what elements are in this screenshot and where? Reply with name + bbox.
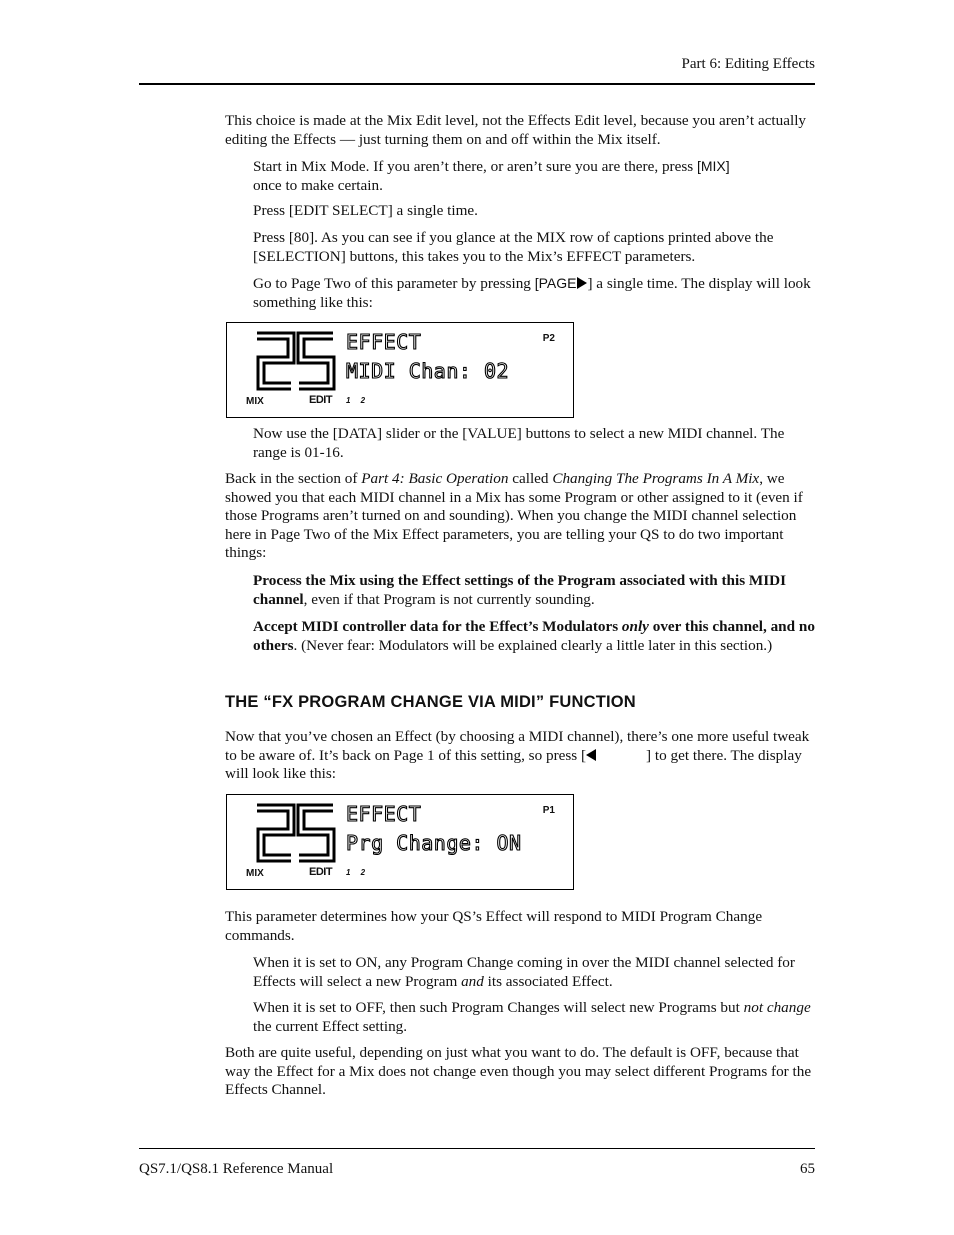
lcd-page-indicator: P2 — [542, 333, 555, 344]
lcd-display-page2 — [226, 322, 574, 418]
lcd-page-numbers: 1 2 — [346, 396, 370, 405]
page-key: [PAGE — [534, 275, 577, 291]
running-header: Part 6: Editing Effects — [681, 56, 815, 72]
text: the current Effect setting. — [253, 1017, 408, 1035]
when-on-item — [253, 954, 817, 991]
lcd-mix-label: MIX — [246, 396, 264, 407]
emphasis: only — [621, 618, 649, 635]
lcd-big-number — [253, 801, 339, 865]
step-mix-mode — [253, 157, 817, 195]
step-text: ] a single time. The display will look something like this: — [253, 275, 811, 311]
page-left-arrow-icon — [586, 749, 646, 761]
lcd-line2: Prg Change: ON — [346, 831, 522, 855]
emphasis: and — [461, 972, 484, 990]
mix-key: [MIX] — [696, 158, 730, 174]
when-off-item — [253, 999, 817, 1036]
text: called — [508, 470, 553, 487]
step-text: Go to Page Two of this parameter by pressing — [253, 275, 535, 292]
back-paragraph — [225, 470, 817, 563]
lcd-display-page1 — [226, 794, 574, 890]
step-data-slider: Now use the [DATA] slider or the [VALUE] buttons to select a new MIDI channel. The range is 01-16. — [253, 425, 785, 461]
header-rule — [139, 83, 815, 85]
lcd-line2: MIDI Chan: 02 — [346, 359, 510, 383]
intro-paragraph: This choice is made at the Mix Edit level, not the Effects Edit level, because you aren’t actually editing the Effects — just turning them on and off within the Mix itself. — [225, 112, 807, 148]
accept-item — [253, 618, 817, 655]
process-item — [253, 572, 817, 609]
text: When it is set to OFF, then such Program Changes will select new Programs but — [253, 999, 744, 1016]
text: its associated Effect. — [483, 972, 613, 990]
step-text: Start in Mix Mode. If you aren’t there, or aren’t sure you are there, press — [253, 158, 697, 175]
step-text: once to make certain. — [253, 176, 383, 194]
param-paragraph: This parameter determines how your QS’s Effect will respond to MIDI Program Change commands. — [225, 908, 763, 944]
now-paragraph — [225, 728, 817, 784]
step-edit-select: Press [EDIT SELECT] a single time. — [253, 202, 478, 219]
text: , we showed you that each MIDI channel in a Mix has some Program or other assigned to it (even if those Programs aren’t turned on and sounding). When you change the MIDI channel selection here in Page Two of the Mix Effect parameters, you are telling your QS to do two important things: — [225, 470, 803, 562]
lcd-edit-label: EDIT — [309, 394, 333, 406]
text: . (Never fear: Modulators will be explained clearly a little later in this section.) — [293, 636, 773, 654]
both-paragraph: Both are quite useful, depending on just what you want to do. The default is OFF, because that way the Effect for a Mix does not change even though you may select different Programs for the Effects Channel. — [225, 1044, 812, 1099]
lcd-page-numbers: 1 2 — [346, 868, 370, 877]
step-page-two — [253, 274, 817, 312]
lcd-line1: EFFECT — [346, 330, 422, 354]
bold-text: Process the Mix using the Effect settings of the Program associated with this MIDI channel — [253, 572, 787, 608]
section-ref: Changing The Programs In A Mix — [552, 470, 760, 487]
bold-text: over this channel, and no others — [253, 618, 815, 654]
text: Back in the section of — [225, 470, 362, 487]
section-ref: Part 4: Basic Operation — [361, 470, 509, 487]
emphasis: not change — [743, 999, 811, 1016]
section-heading: THE “FX PROGRAM CHANGE VIA MIDI” FUNCTION — [225, 693, 636, 711]
lcd-page-indicator: P1 — [542, 805, 555, 816]
text: ] to get there. The display will look like this: — [225, 746, 802, 783]
step-press-80: Press [80]. As you can see if you glance at the MIX row of captions printed above the [SELECTION] buttons, this takes you to the Mix’s EFFECT parameters. — [253, 229, 774, 265]
text: When it is set to ON, any Program Change coming in over the MIDI channel selected for Effects will select a new Program — [253, 954, 795, 990]
lcd-mix-label: MIX — [246, 868, 264, 879]
footer-page-number: 65 — [800, 1161, 815, 1177]
footer-manual-title: QS7.1/QS8.1 Reference Manual — [139, 1161, 334, 1177]
text: Now that you’ve chosen an Effect (by choosing a MIDI channel), there’s one more useful tweak to be aware of. It’s back on Page 1 of this setting, so press [ — [225, 728, 810, 764]
footer-rule — [139, 1148, 815, 1149]
lcd-big-number — [253, 329, 339, 393]
bold-text: Accept MIDI controller data for the Effect’s Modulators — [253, 618, 622, 635]
lcd-line1: EFFECT — [346, 802, 422, 826]
text: , even if that Program is not currently sounding. — [303, 590, 595, 608]
page-right-arrow-icon — [576, 277, 587, 289]
lcd-edit-label: EDIT — [309, 866, 333, 878]
